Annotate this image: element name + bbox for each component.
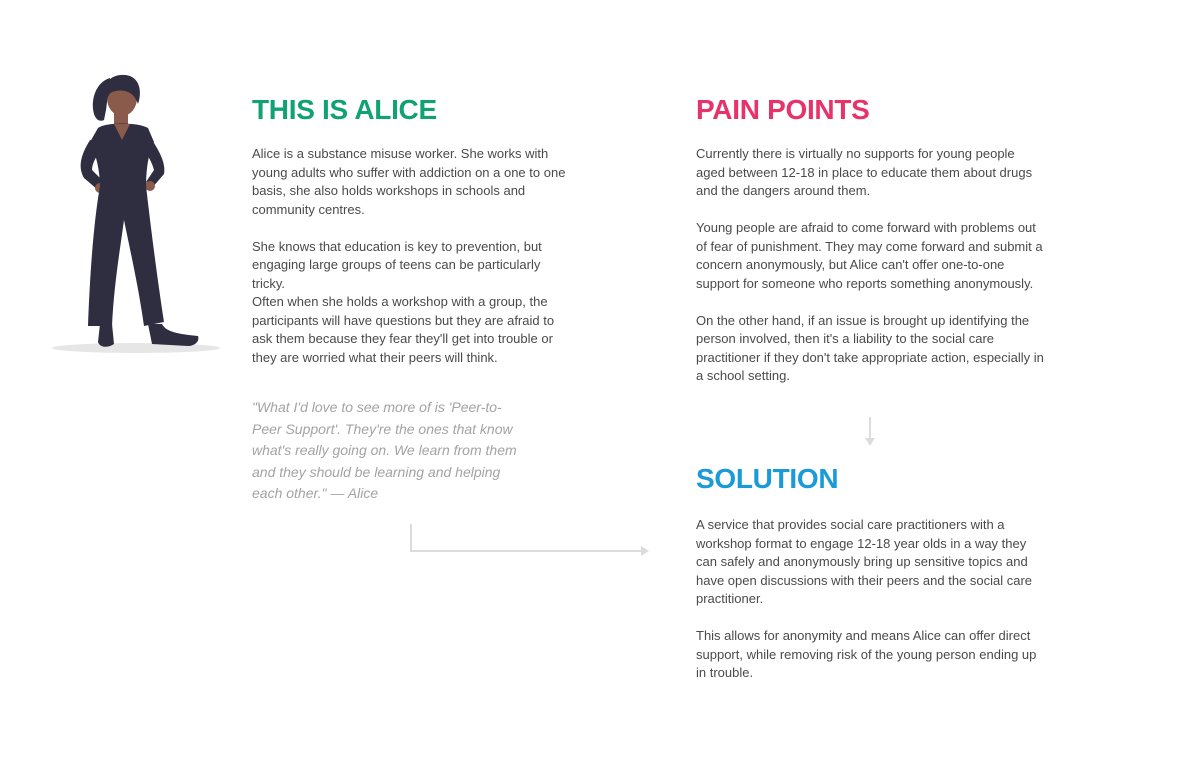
solution-paragraph-2: This allows for anonymity and means Alice can offer direct support, while removing risk of the young person ending up in trouble.: [696, 628, 1037, 680]
solution-description: [696, 516, 1046, 683]
woman-standing-illustration: [48, 70, 228, 360]
solution-title: SOLUTION: [696, 463, 839, 494]
pain-points-paragraph-1: Currently there is virtually no supports for young people aged between 12-18 in place to educate them about drugs and the dangers around them.: [696, 146, 1033, 198]
pain-points-description: [696, 145, 1046, 386]
persona-title: THIS IS ALICE: [252, 94, 437, 125]
solution-paragraph-1: A service that provides social care practitioners with a workshop format to engage 12-18 year olds in a way they can safely and anonymously bring up sensitive topics and have open discussions with their peers and the social care practitioner.: [696, 517, 1033, 606]
pain-points-paragraph-2: Young people are afraid to come forward with problems out of fear of punishment. They may come forward and submit a concern anonymously, but Alice can't offer one-to-one support for someone who reports something anonymously.: [696, 220, 1043, 291]
persona-quote: "What I'd love to see more of is 'Peer-to-Peer Support'. They're the ones that know what's really going on. We learn from them and they should be learning and helping each other." — Alice: [252, 399, 517, 501]
persona-paragraph-1: Alice is a substance misuse worker. She works with young adults who suffer with addiction on a one to one basis, she also holds workshops in schools and community centres.: [252, 146, 566, 217]
arrow-right-icon: [405, 522, 655, 558]
persona-paragraph-2b: Often when she holds a workshop with a group, the participants will have questions but they are afraid to ask them because they fear they'll get into trouble or they are worried what their peers will think.: [252, 294, 555, 365]
pain-points-paragraph-3: On the other hand, if an issue is brought up identifying the person involved, then it's a liability to the social care practitioner if they don't take appropriate action, especially in a school setting.: [696, 312, 1044, 383]
persona-paragraph-2a: She knows that education is key to prevention, but engaging large groups of teens can be particularly tricky.: [252, 238, 542, 291]
arrow-down-icon: [863, 416, 877, 448]
pain-points-title: PAIN POINTS: [696, 94, 870, 125]
persona-description: [252, 145, 570, 367]
